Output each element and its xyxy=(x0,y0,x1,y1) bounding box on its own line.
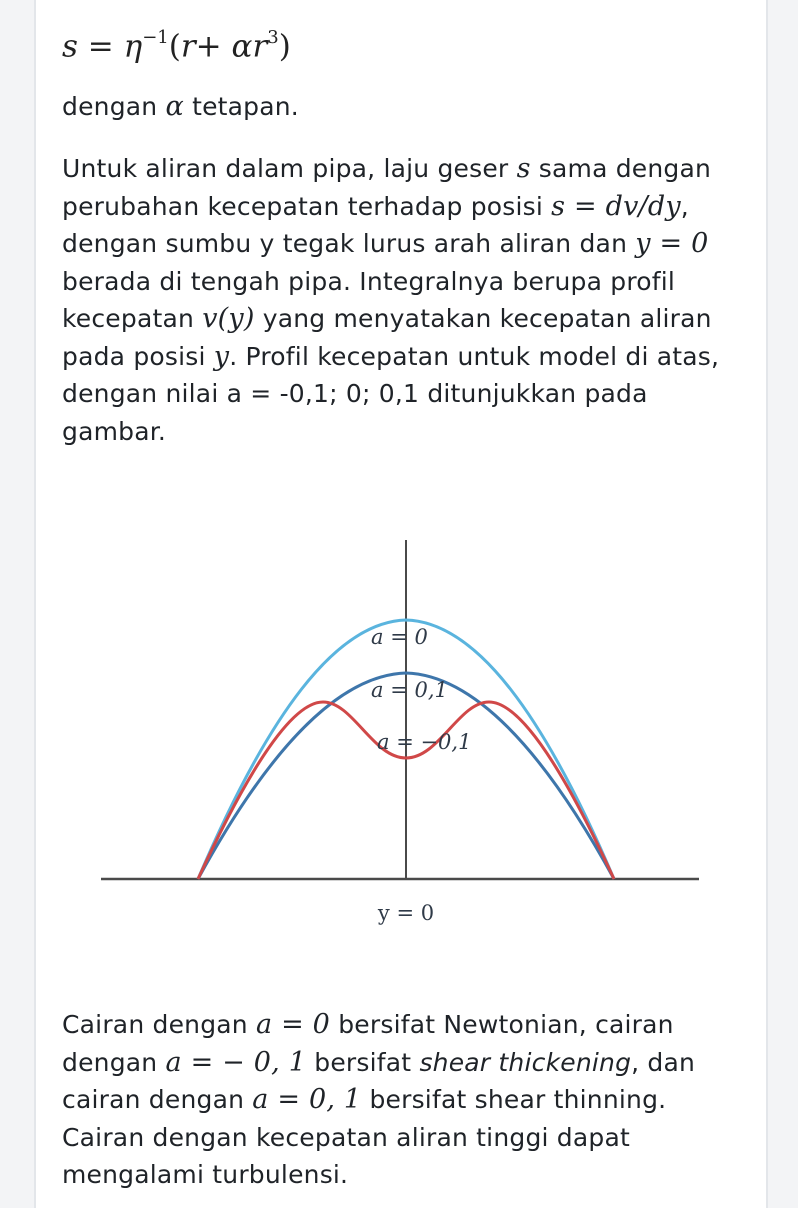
label-a-0: a = 0 xyxy=(371,625,428,649)
paragraph-fluid-types: Cairan dengan a = 0 bersifat Newtonian, cairan dengan a = − 0, 1 bersifat shear thickening, dan cairan dengan a = 0, 1 bersifat shear thinning. Cairan dengan kecepatan aliran tinggi dapat mengalami turbulensi. xyxy=(62,1009,696,1189)
label-y-origin: y = 0 xyxy=(377,901,435,925)
paragraph-pipe-flow: Untuk aliran dalam pipa, laju geser s sama dengan perubahan kecepatan terhadap posisi s = dv/dy, dengan sumbu y tegak lurus arah aliran dan y = 0 berada di tengah pipa. Integralnya berupa profil kecepatan v(y) yang menyatakan kecepatan aliran pada posisi y. Profil kecepatan untuk model di atas, dengan nilai a = -0,1; 0; 0,1 ditunjukkan pada gambar. xyxy=(62,153,720,446)
label-a-neg: a = −0,1 xyxy=(377,730,472,754)
velocity-profile-chart xyxy=(95,532,705,952)
paragraph-alpha: dengan α tetapan. xyxy=(62,91,299,122)
label-a-pos: a = 0,1 xyxy=(371,678,448,702)
stress-equation: $s = \eta^{-1}(r+ \alpha r^3)$ xyxy=(62,27,291,65)
